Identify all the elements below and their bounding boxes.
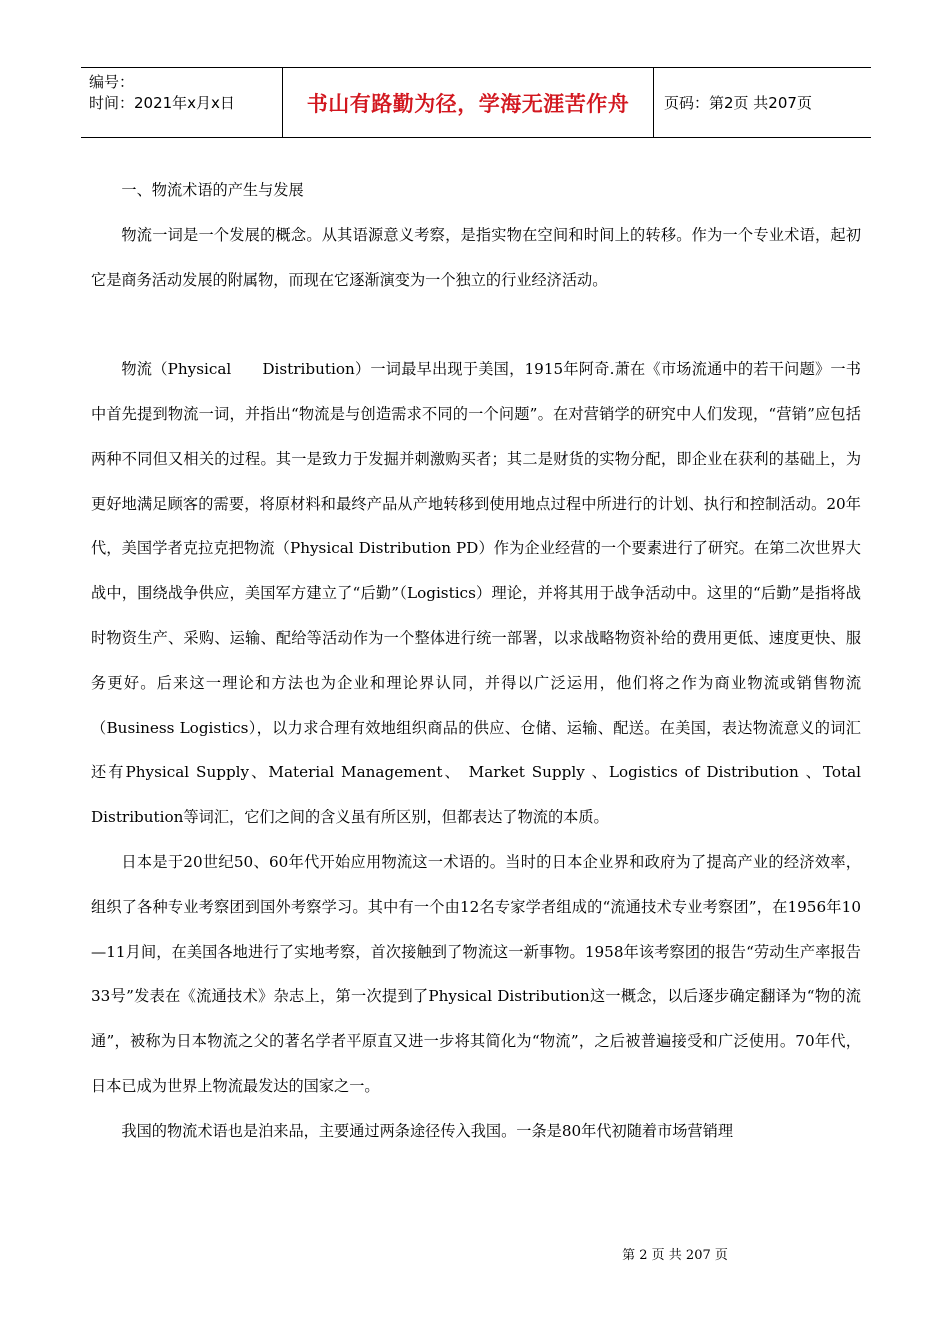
page-header [81,67,871,138]
header-page-cell [654,68,871,137]
motto: 书山有路勤为径，学海无涯苦作舟 [306,91,630,116]
document-number: 编号： [89,73,135,91]
header-page-number: 页码：第2页 共207页 [664,94,812,112]
paragraph: 我国的物流术语也是泊来品，主要通过两条途径传入我国。一条是80年代初随着市场营销理 [121,1121,734,1140]
header-motto-cell [282,68,654,137]
paragraph: 日本是于20世纪50、60年代开始应用物流这一术语的。当时的日本企业界和政府为了提高产业的经济效率，组织了各种专业考察团到国外考察学习。其中有一个由12名专家学者组成的“流通技术专业考察团”，在1956年10—11月间，在美国各地进行了实地考察，首次接触到了物流这一新事物。1958年该考察团的报告“劳动生产率报告33号”发表在《流通技术》杂志上，第一次提到了Physical Distribution这一概念，以后逐步确定翻译为“物的流通”，被称为日本物流之父的著名学者平原直又进一步将其简化为“物流”，之后被普遍接受和广泛使用。70年代，日本已成为世界上物流最发达的国家之一。 [91,852,861,1095]
section-heading: 一、物流术语的产生与发展 [121,181,304,199]
page-footer: 第 2 页 共 207 页 [622,1248,728,1263]
paragraph: 物流一词是一个发展的概念。从其语源意义考察，是指实物在空间和时间上的转移。作为一个专业术语，起初它是商务活动发展的附属物，而现在它逐渐演变为一个独立的行业经济活动。 [91,225,861,289]
document-body [91,168,861,1154]
header-meta [81,68,282,137]
paragraph: 物流（Physical Distribution）一词最早出现于美国，1915年阿奇.萧在《市场流通中的若干问题》一书中首先提到物流一词，并指出“物流是与创造需求不同的一个问题”。在对营销学的研究中人们发现，“营销”应包括两种不同但又相关的过程。其一是致力于发掘并刺激购买者；其二是财货的实物分配，即企业在获利的基础上，为更好地满足顾客的需要，将原材料和最终产品从产地转移到使用地点过程中所进行的计划、执行和控制活动。20年代，美国学者克拉克把物流（Physical Distribution PD）作为企业经营的一个要素进行了研究。在第二次世界大战中，围绕战争供应，美国军方建立了“后勤”（Logistics）理论，并将其用于战争活动中。这里的“后勤”是指将战时物资生产、采购、运输、配给等活动作为一个整体进行统一部署，以求战略物资补给的费用更低、速度更快、服务更好。后来这一理论和方法也为企业和理论界认同，并得以广泛运用，他们将之作为商业物流或销售物流（Business Logistics），以力求合理有效地组织商品的供应、仓储、运输、配送。在美国，表达物流意义的词汇还有Physical Supply、Material Management、 Market Supply 、Logistics of Distribution 、Total Distribution等词汇，它们之间的含义虽有所区别，但都表达了物流的本质。 [91,360,861,827]
document-date: 时间：2021年x月x日 [89,94,235,112]
